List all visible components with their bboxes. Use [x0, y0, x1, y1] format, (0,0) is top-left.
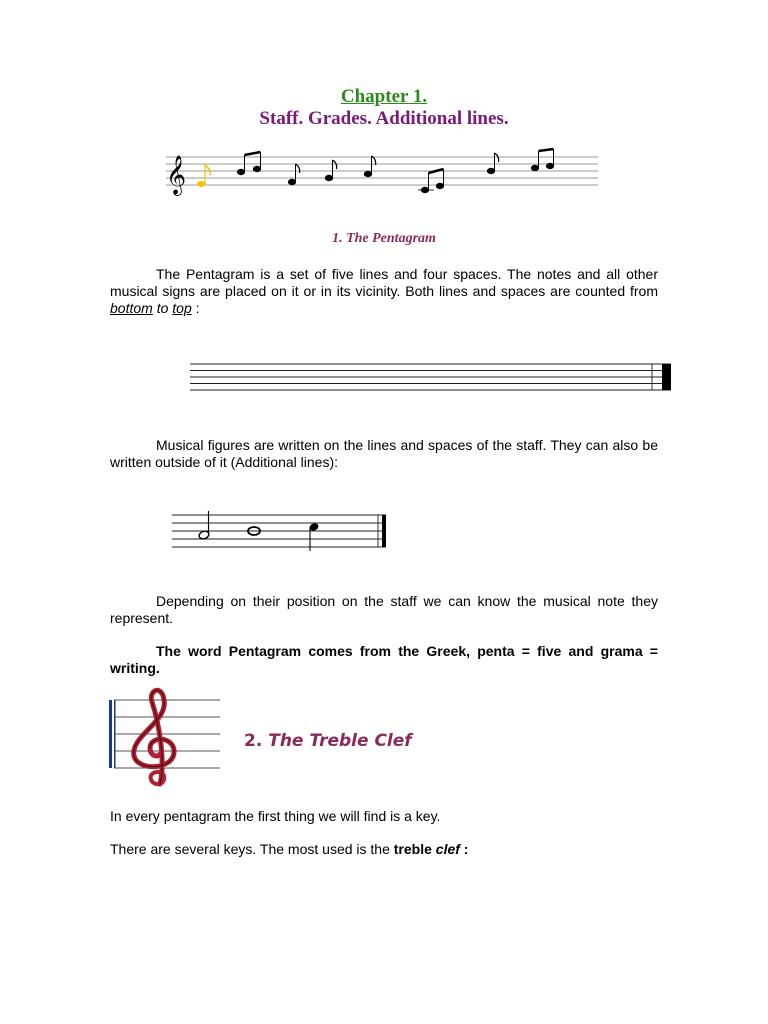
- banner-eighth-note-2-icon: [325, 160, 336, 181]
- banner-staff-lines: [166, 157, 598, 185]
- paragraph-end: :: [459, 841, 469, 857]
- paragraph-additional-lines: Musical figures are written on the lines and spaces of the staff. They can also be written outside of it (Additional lines):: [110, 437, 658, 470]
- section-heading-treble-clef: [244, 731, 412, 751]
- paragraph-end: :: [191, 300, 200, 316]
- paragraph-several-keys: [110, 841, 658, 858]
- banner-eighth-note-3-icon: [364, 156, 375, 177]
- section-number: 2.: [244, 731, 269, 751]
- banner-eighth-note-4-icon: [487, 153, 498, 174]
- word-to: to: [152, 300, 173, 316]
- paragraph-pentagram-definition: [110, 266, 658, 317]
- chapter-subtitle: Staff. Grades. Additional lines.: [259, 108, 509, 129]
- word-top: top: [172, 300, 192, 316]
- treble-clef-icon: [134, 690, 174, 784]
- section-heading-pentagram: 1. The Pentagram: [332, 231, 436, 246]
- word-treble: treble: [393, 841, 432, 857]
- section-title: The Treble Clef: [268, 731, 412, 751]
- paragraph-pentagram-etymology: The word Pentagram comes from the Greek, penta = five and grama = writing.: [110, 643, 658, 676]
- word-bottom: bottom: [110, 300, 153, 316]
- banner-eighth-note-1-icon: [288, 164, 299, 185]
- whole-note-icon: [248, 527, 260, 535]
- quarter-note-icon: [309, 522, 320, 551]
- half-note-icon: [198, 511, 210, 540]
- paragraph-first-key: In every pentagram the first thing we will find is a key.: [110, 808, 441, 824]
- banner-yellow-note-icon: [197, 165, 210, 187]
- chapter-heading: Chapter 1.: [340, 86, 428, 107]
- banner-treble-clef-icon: 𝄞: [166, 155, 187, 195]
- banner-beamed-notes-1-icon: [237, 152, 260, 175]
- word-clef: clef: [435, 841, 460, 857]
- banner-ledger-notes-icon: [418, 169, 444, 193]
- paragraph-text: There are several keys. The most used is the: [110, 841, 394, 857]
- treble-clef-outline-icon: [134, 690, 174, 784]
- paragraph-text: The Pentagram is a set of five lines and four spaces. The notes and all other musical signs are placed on it or in its vicinity. Both lines and spaces are counted from: [110, 266, 658, 299]
- paragraph-note-position: Depending on their position on the staff we can know the musical note they represent.: [110, 593, 658, 626]
- banner-beamed-notes-2-icon: [531, 149, 553, 171]
